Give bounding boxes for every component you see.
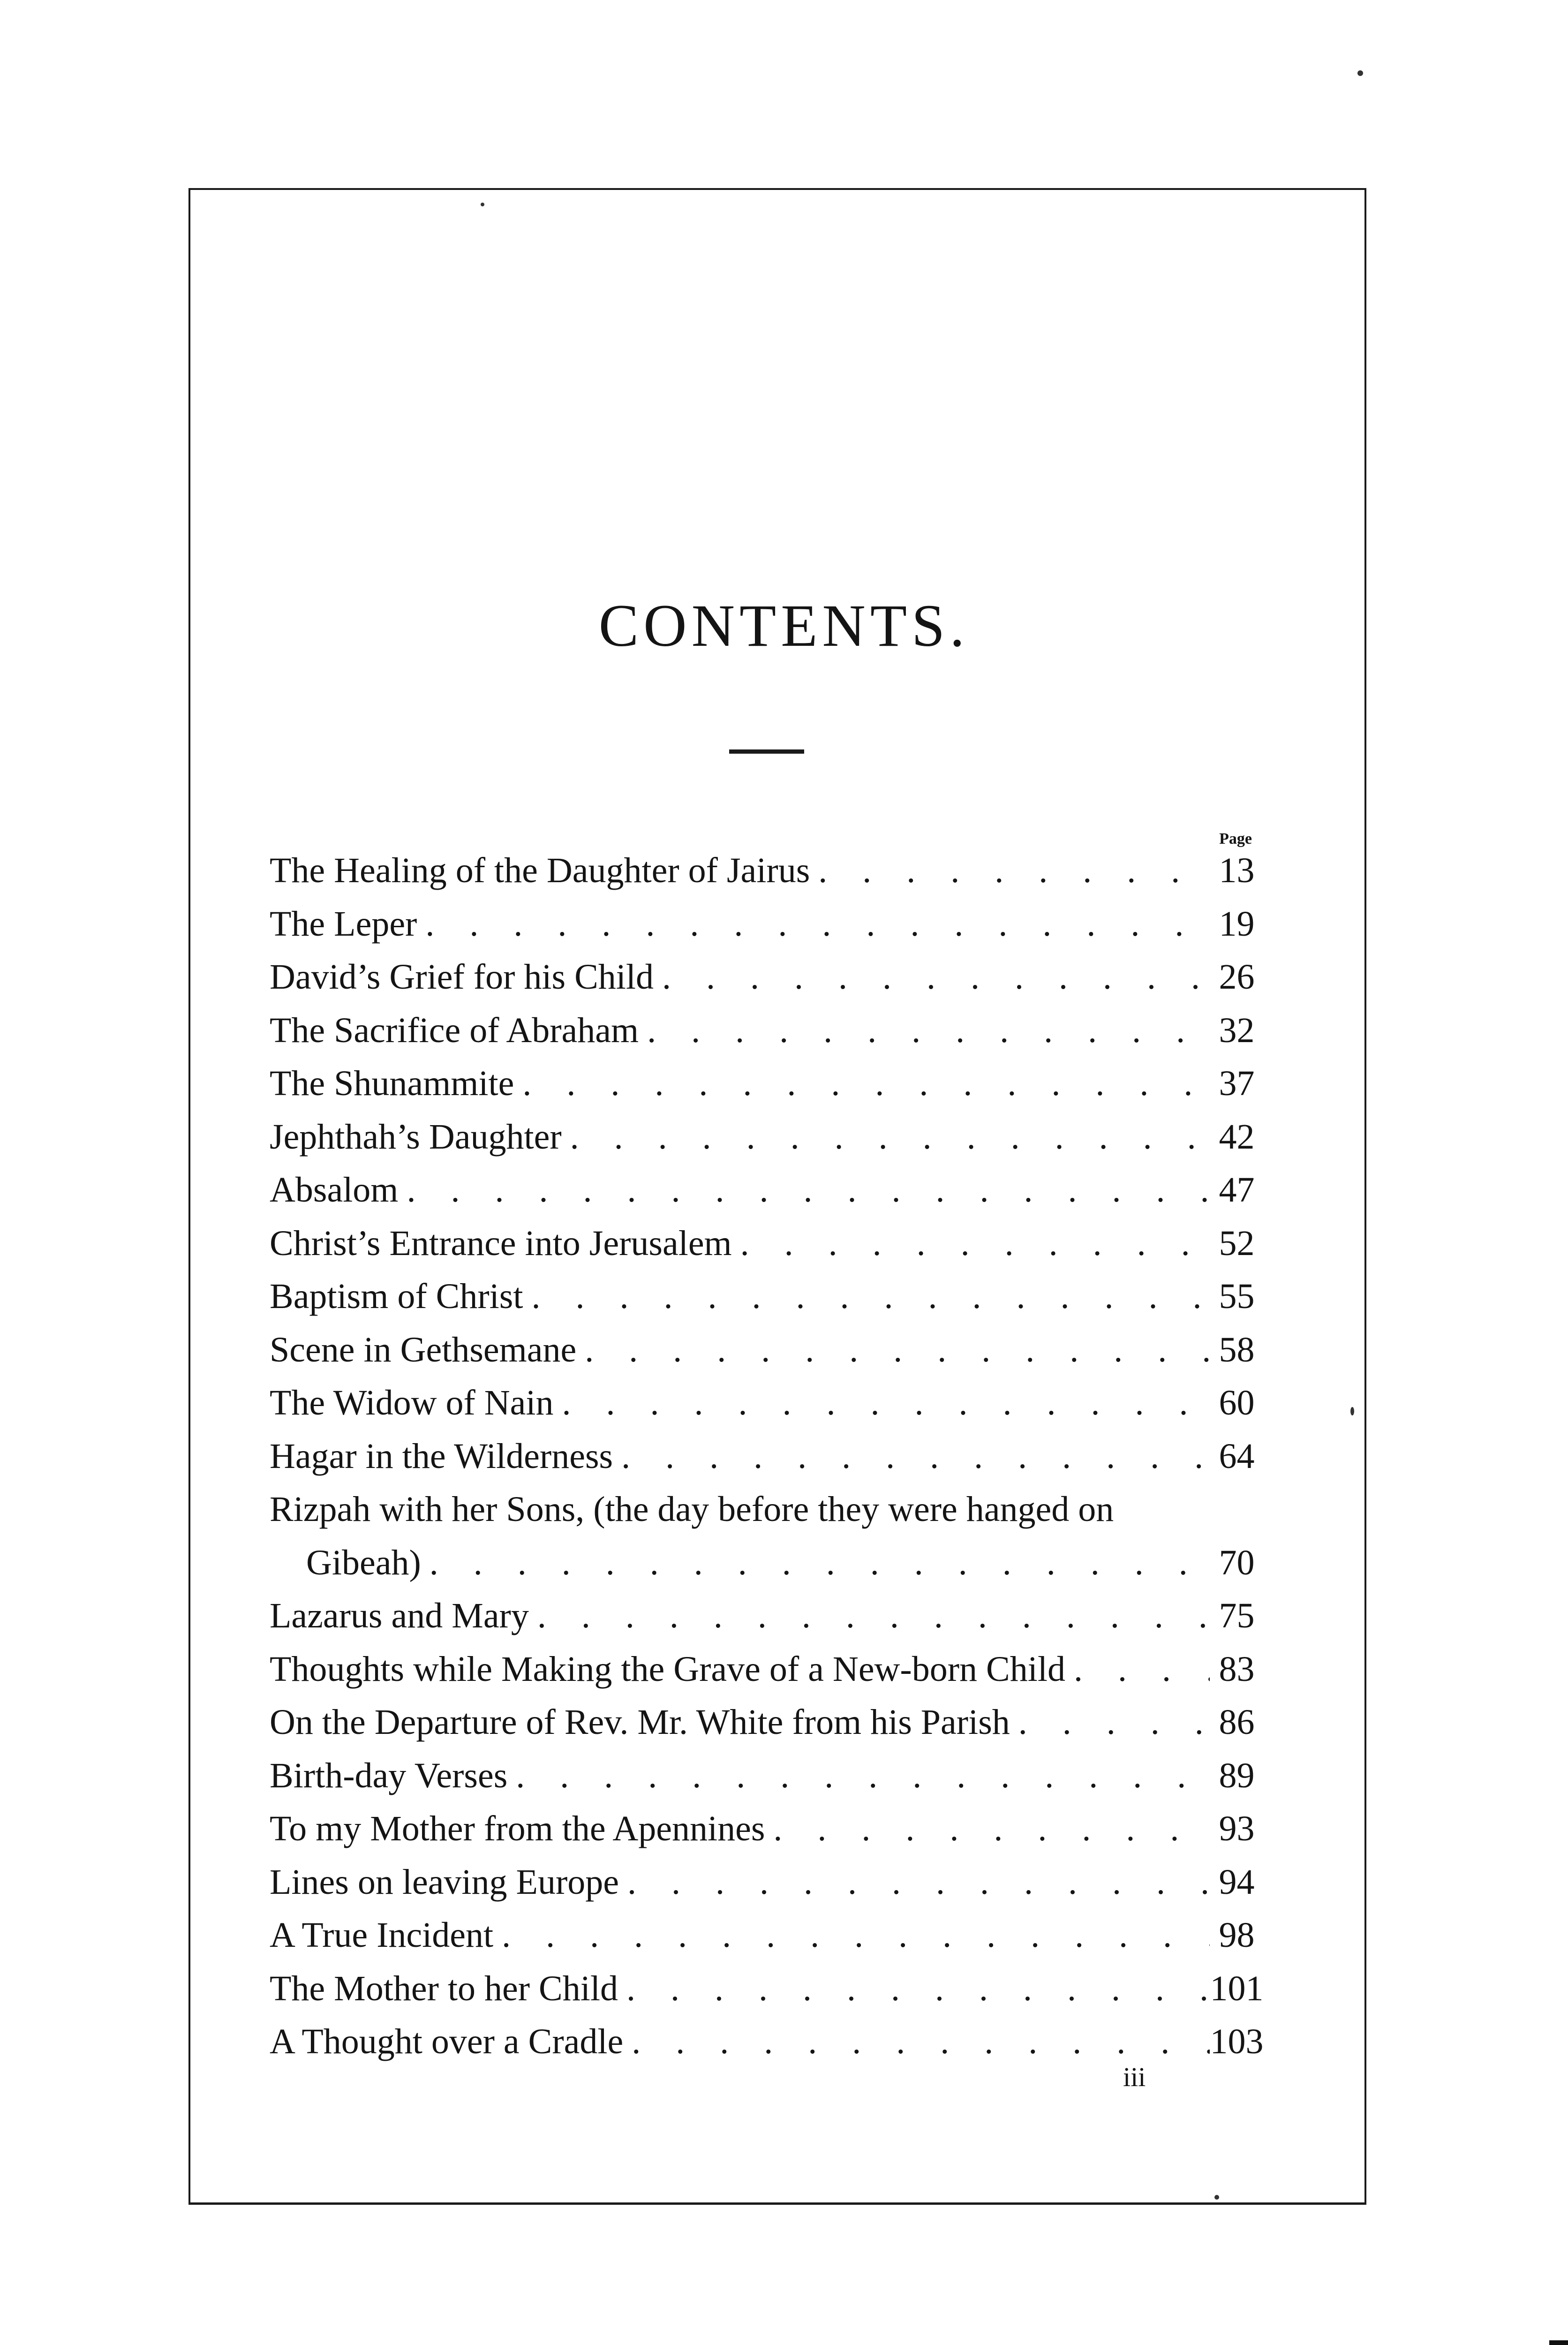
toc-entry-title: The Leper: [270, 904, 417, 944]
toc-entry-page: 101: [1210, 1968, 1264, 2008]
leader-dots: [554, 1377, 1210, 1430]
leader-dots: [619, 1856, 1210, 1909]
scan-speck: [1357, 70, 1363, 76]
toc-entry-title: To my Mother from the Apennines: [270, 1809, 765, 1848]
toc-entry-page: 89: [1219, 1755, 1255, 1795]
toc-entry-page: 70: [1219, 1543, 1255, 1582]
page-title: CONTENTS.: [598, 592, 970, 659]
scan-speck: [1350, 1407, 1354, 1415]
leader-dots: [417, 898, 1210, 951]
toc-entry: [270, 1856, 1264, 1909]
toc-entry: [270, 1377, 1264, 1430]
toc-entry-title: Lines on leaving Europe: [270, 1862, 619, 1902]
toc-entry-title: A True Incident: [270, 1915, 494, 1955]
toc-entry-title: The Healing of the Daughter of Jairus: [270, 851, 810, 890]
toc-entry-page: 75: [1219, 1596, 1255, 1635]
toc-entry: [270, 951, 1264, 1004]
toc-entry-page: 86: [1219, 1702, 1255, 1742]
toc-entry-title: Birth-day Verses: [270, 1755, 508, 1795]
leader-dots: [523, 1270, 1210, 1324]
toc-entry: [270, 1696, 1264, 1749]
toc-entry: [270, 1057, 1264, 1111]
scan-speck: [481, 203, 484, 206]
leader-dots: [1010, 1696, 1210, 1749]
toc-entry-title-continuation: Gibeah): [306, 1543, 421, 1582]
leader-dots: [765, 1802, 1210, 1856]
toc-entry: [270, 2015, 1264, 2069]
leader-dots: [398, 1164, 1210, 1217]
toc-entry-title: Lazarus and Mary: [270, 1596, 529, 1635]
leader-dots: [576, 1324, 1210, 1377]
toc-entry: [270, 1643, 1264, 1696]
scan-mark: [1549, 2340, 1568, 2345]
leader-dots: [421, 1536, 1210, 1590]
contents-list: [270, 844, 1264, 2069]
toc-entry-title: Thoughts while Making the Grave of a New-born Child: [270, 1649, 1065, 1689]
scan-speck: [1214, 2195, 1219, 2200]
toc-entry-title: Hagar in the Wilderness: [270, 1436, 613, 1476]
toc-entry-title: Baptism of Christ: [270, 1277, 523, 1316]
toc-entry: [270, 898, 1264, 951]
page-folio: iii: [1123, 2062, 1146, 2092]
page-column-label: Page: [1219, 830, 1252, 847]
toc-entry-title: On the Departure of Rev. Mr. White from his Parish: [270, 1702, 1010, 1742]
toc-entry-title: A Thought over a Cradle: [270, 2022, 624, 2061]
toc-entry: [270, 1004, 1264, 1058]
toc-entry-page: 58: [1219, 1330, 1255, 1369]
toc-entry-page: 60: [1219, 1383, 1255, 1422]
toc-entry-page: 26: [1219, 957, 1255, 997]
toc-entry-title: Rizpah with her Sons, (the day before they were hanged on: [270, 1490, 1114, 1529]
toc-entry-page: 52: [1219, 1223, 1255, 1263]
toc-entry-page: 98: [1219, 1915, 1255, 1955]
toc-entry: [270, 1909, 1264, 1962]
leader-dots: [514, 1057, 1210, 1111]
toc-entry-page: 32: [1219, 1010, 1255, 1050]
toc-entry: [270, 1749, 1264, 1803]
toc-entry-title: The Sacrifice of Abraham: [270, 1010, 639, 1050]
toc-entry-continuation: [270, 1536, 1264, 1590]
leader-dots: [654, 951, 1210, 1004]
toc-entry-title: Absalom: [270, 1170, 399, 1210]
toc-entry-page: 19: [1219, 904, 1255, 944]
toc-entry-page: 93: [1219, 1809, 1255, 1848]
toc-entry: [270, 1217, 1264, 1271]
toc-entry-page: 13: [1219, 851, 1255, 890]
toc-entry-page: 55: [1219, 1277, 1255, 1316]
toc-entry: [270, 1270, 1264, 1324]
toc-entry: [270, 1589, 1264, 1643]
toc-entry-page: 37: [1219, 1064, 1255, 1103]
toc-entry: [270, 1164, 1264, 1217]
leader-dots: [810, 844, 1210, 898]
toc-entry-title: The Widow of Nain: [270, 1383, 554, 1422]
toc-entry: [270, 1324, 1264, 1377]
toc-entry-title: The Shunammite: [270, 1064, 514, 1103]
toc-entry-title: The Mother to her Child: [270, 1968, 618, 2008]
leader-dots: [493, 1909, 1210, 1962]
leader-dots: [623, 2015, 1210, 2069]
toc-entry: [270, 1430, 1264, 1483]
toc-entry-first-line: [270, 1483, 1264, 1536]
toc-entry-page: 64: [1219, 1436, 1255, 1476]
toc-entry-page: 42: [1219, 1117, 1255, 1157]
leader-dots: [507, 1749, 1210, 1803]
toc-entry: [270, 1962, 1264, 2016]
toc-entry-title: Christ’s Entrance into Jerusalem: [270, 1223, 732, 1263]
toc-entry-page: 83: [1219, 1649, 1255, 1689]
leader-dots: [618, 1962, 1210, 2016]
leader-dots: [529, 1589, 1210, 1643]
toc-entry-title: David’s Grief for his Child: [270, 957, 654, 997]
toc-entry-title: Scene in Gethsemane: [270, 1330, 577, 1369]
leader-dots: [639, 1004, 1210, 1058]
leader-dots: [613, 1430, 1210, 1483]
toc-entry-page: 103: [1210, 2022, 1264, 2061]
toc-entry-page: 47: [1219, 1170, 1255, 1210]
leader-dots: [562, 1111, 1210, 1164]
toc-entry: [270, 1802, 1264, 1856]
toc-entry-page: 94: [1219, 1862, 1255, 1902]
title-rule: [729, 749, 804, 754]
toc-entry: [270, 1111, 1264, 1164]
leader-dots: [1065, 1643, 1210, 1696]
toc-entry: [270, 844, 1264, 898]
leader-dots: [732, 1217, 1210, 1271]
toc-entry-title: Jephthah’s Daughter: [270, 1117, 562, 1157]
